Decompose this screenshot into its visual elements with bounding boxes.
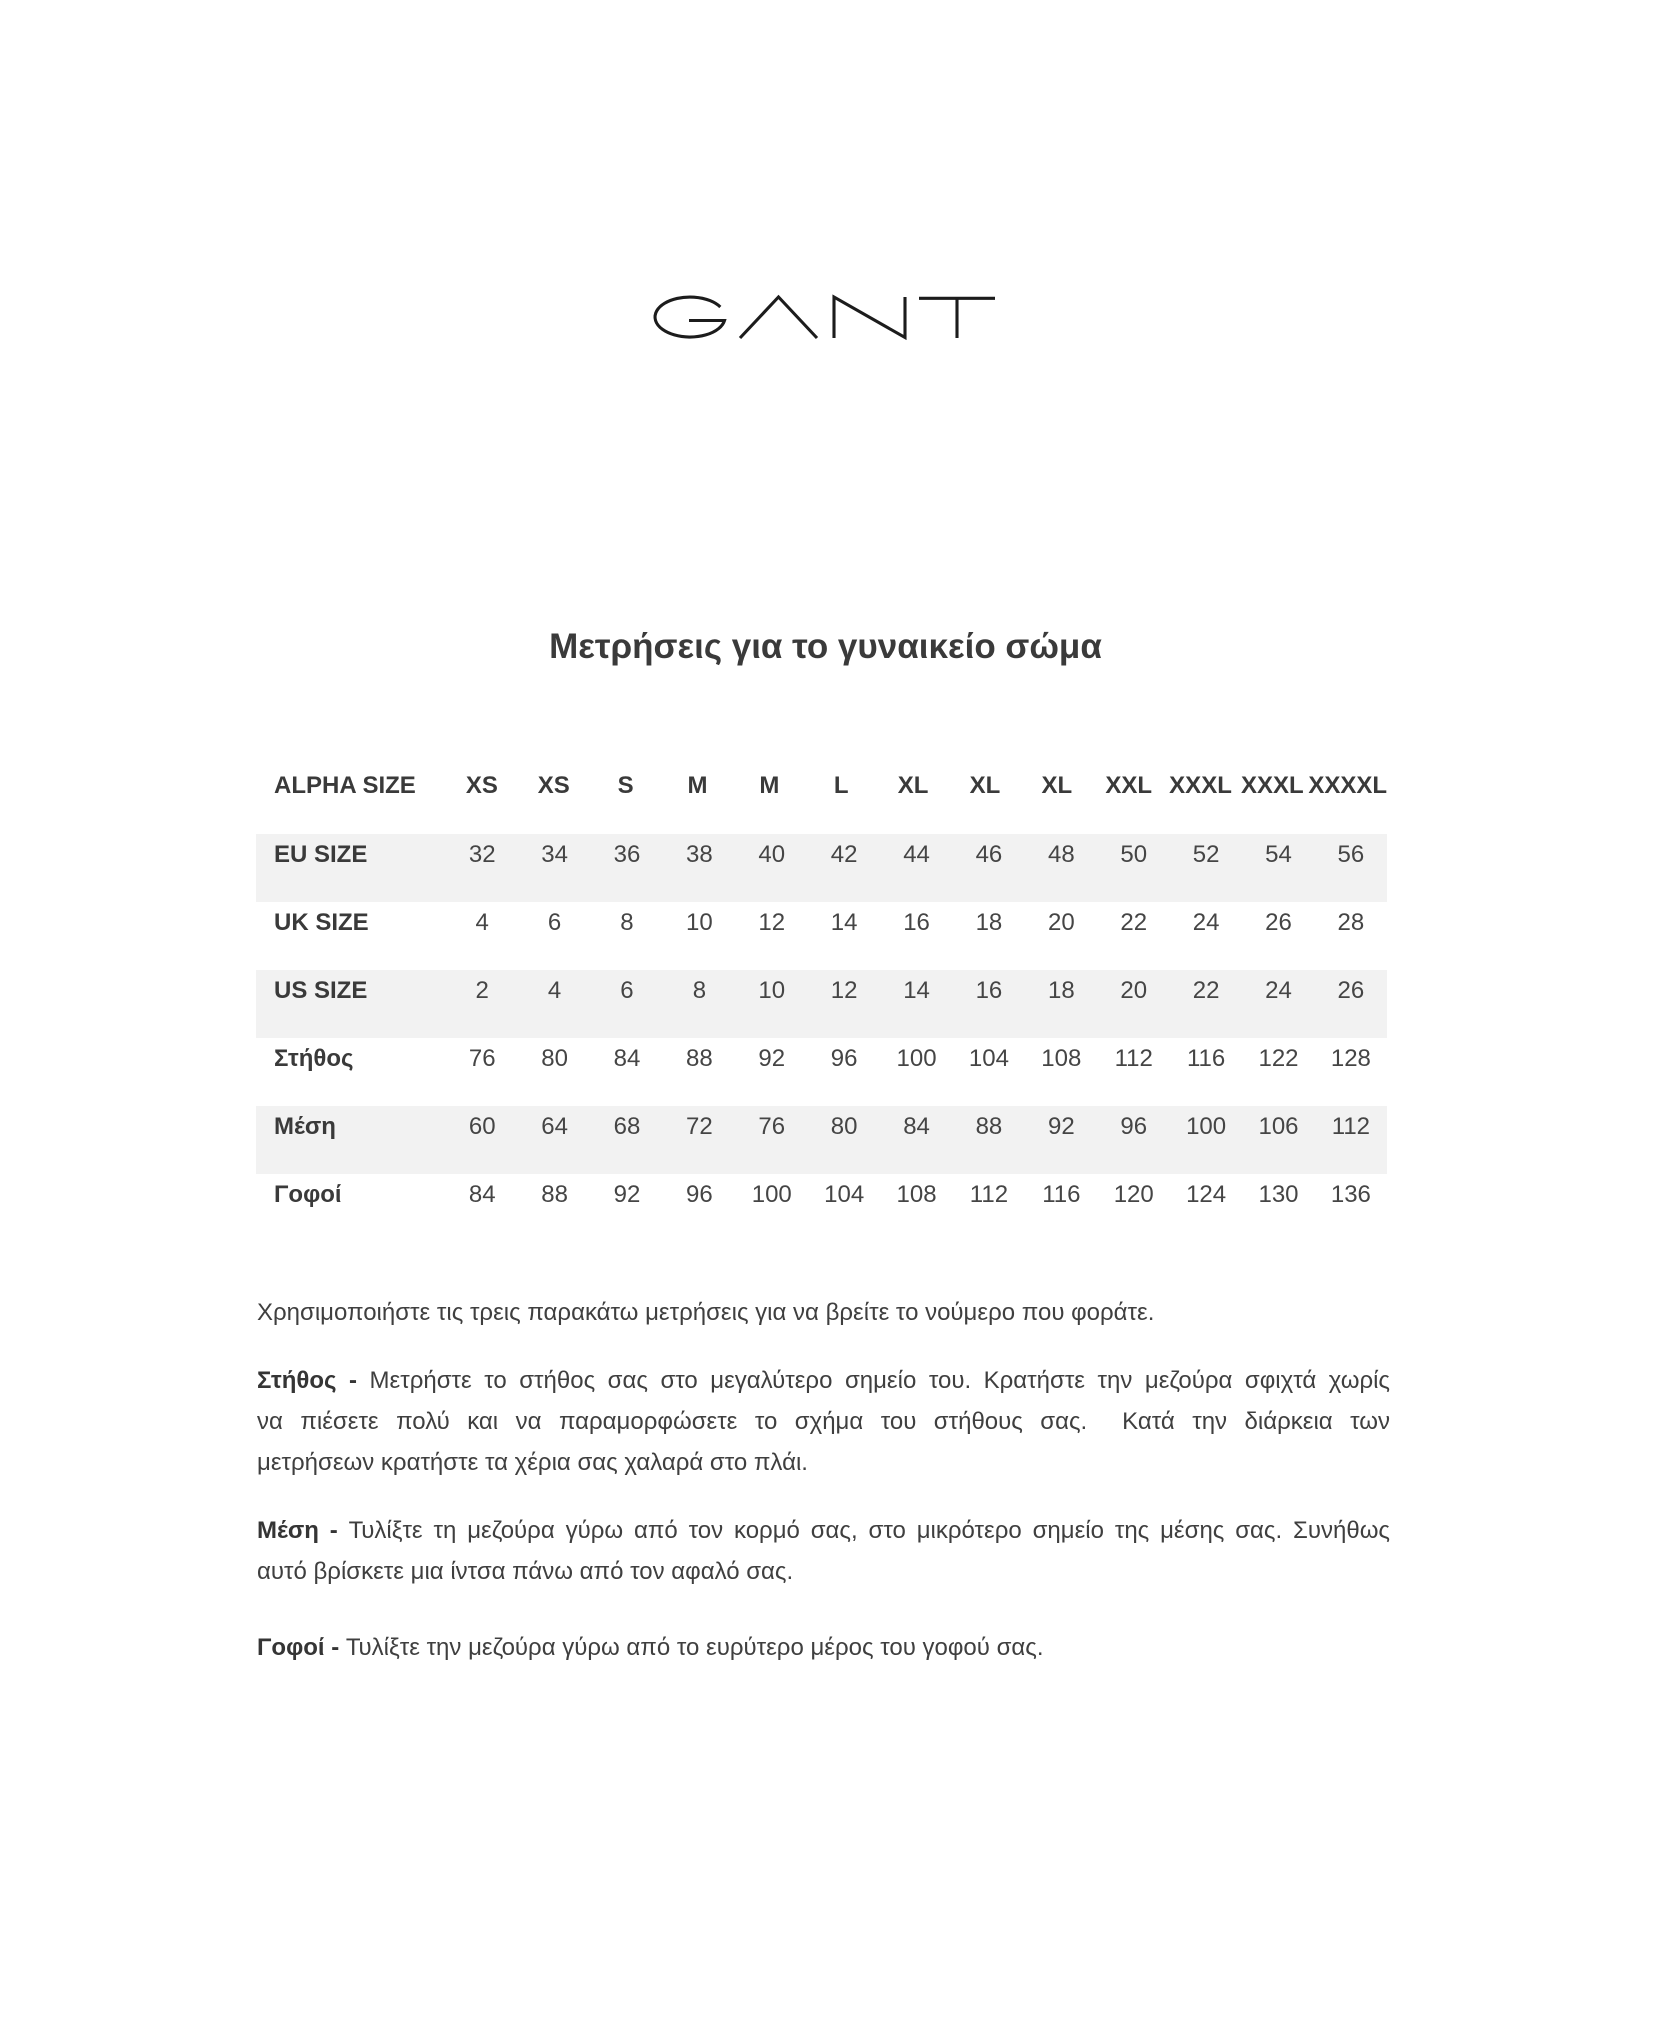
table-cell: 34 — [541, 841, 568, 868]
table-cell: 2 — [475, 977, 489, 1004]
hips-paragraph — [257, 1627, 1390, 1668]
table-cell: 28 — [1337, 909, 1365, 936]
row-label: US SIZE — [274, 977, 368, 1004]
table-cell: 100 — [896, 1045, 937, 1072]
table-cell: 24 — [1265, 977, 1292, 1004]
table-cell: 22 — [1120, 909, 1148, 936]
logo-letter-n — [834, 297, 905, 338]
table-cell: 42 — [830, 841, 858, 868]
table-cell: 112 — [1331, 1113, 1371, 1140]
table-cell: 106 — [1258, 1113, 1299, 1140]
table-cell: 92 — [758, 1045, 786, 1072]
row-label: Γοφοί — [274, 1181, 342, 1208]
table-cell: 46 — [975, 841, 1003, 868]
table-cell: 40 — [758, 841, 786, 868]
logo-letter-a — [740, 297, 817, 338]
row-label: UK SIZE — [274, 909, 369, 936]
table-cell: 84 — [613, 1045, 641, 1072]
table-cell: 122 — [1258, 1045, 1299, 1072]
size-column-header: XXXXL — [1308, 772, 1388, 799]
paragraph-line: Στήθος - Μετρήστε το στήθος σας στο μεγαλύτερο σημείο του. Κρατήστε την μεζούρα σφιχτά χωρίς — [257, 1367, 1390, 1394]
table-cell: 116 — [1042, 1181, 1081, 1208]
page-title: Μετρήσεις για το γυναικείο σώμα — [549, 627, 1102, 666]
table-cell: 136 — [1330, 1181, 1371, 1208]
row-label: EU SIZE — [274, 841, 368, 868]
table-row — [256, 902, 1387, 970]
table-cell: 26 — [1337, 977, 1365, 1004]
size-table — [256, 752, 1387, 1242]
table-cell: 4 — [547, 977, 562, 1004]
table-cell: 18 — [975, 909, 1003, 936]
table-cell: 52 — [1192, 841, 1220, 868]
table-cell: 80 — [541, 1045, 568, 1072]
table-cell: 38 — [686, 841, 713, 868]
row-label: Μέση — [274, 1113, 336, 1140]
size-column-header: L — [833, 772, 849, 799]
table-cell: 6 — [620, 977, 634, 1004]
size-column-header: XL — [897, 772, 929, 799]
table-cell: 88 — [975, 1113, 1003, 1140]
size-column-header: XL — [1041, 772, 1073, 799]
table-cell: 10 — [758, 977, 786, 1004]
table-cell: 14 — [830, 909, 858, 936]
table-cell: 12 — [758, 909, 786, 936]
table-cell: 80 — [830, 1113, 858, 1140]
paragraph-line: Χρησιμοποιήστε τις τρεις παρακάτω μετρήσεις για να βρείτε το νούμερο που φοράτε. — [257, 1299, 1155, 1326]
table-cell: 12 — [830, 977, 858, 1004]
table-cell: 18 — [1047, 977, 1075, 1004]
logo-letter-g — [655, 297, 724, 337]
table-cell: 92 — [1047, 1113, 1075, 1140]
table-cell: 6 — [547, 909, 562, 936]
gant-logo-graphic — [652, 294, 997, 341]
intro-paragraph — [257, 1292, 1390, 1333]
size-column-header: XXL — [1105, 772, 1152, 799]
table-cell: 20 — [1120, 977, 1148, 1004]
table-cell: 10 — [686, 909, 713, 936]
table-cell: 124 — [1186, 1181, 1227, 1208]
table-cell: 120 — [1113, 1181, 1154, 1208]
table-cell: 112 — [1114, 1045, 1153, 1072]
table-cell: 108 — [896, 1181, 937, 1208]
table-cell: 112 — [969, 1181, 1009, 1208]
measurement-term: Μέση - — [257, 1517, 349, 1544]
table-cell: 54 — [1265, 841, 1292, 868]
table-row — [256, 1174, 1387, 1242]
table-cell: 76 — [758, 1113, 786, 1140]
table-cell: 16 — [975, 977, 1003, 1004]
table-cell: 96 — [830, 1045, 858, 1072]
row-label: Στήθος — [274, 1045, 354, 1072]
table-cell: 100 — [1186, 1113, 1227, 1140]
table-cell: 24 — [1192, 909, 1220, 936]
table-cell: 88 — [686, 1045, 713, 1072]
table-cell: 92 — [613, 1181, 641, 1208]
table-cell: 60 — [468, 1113, 496, 1140]
chest-paragraph — [257, 1360, 1390, 1483]
table-header-row — [256, 752, 1387, 834]
waist-paragraph — [257, 1510, 1390, 1592]
logo-letter-t — [919, 298, 995, 338]
size-column-header: S — [617, 772, 634, 799]
table-cell: 8 — [620, 909, 634, 936]
measurement-term: Γοφοί - — [257, 1634, 346, 1661]
paragraph-line: να πιέσετε πολύ και να παραμορφώσετε το σχήμα του στήθους σας. Κατά την διάρκεια των — [257, 1408, 1390, 1435]
table-cell: 84 — [468, 1181, 496, 1208]
paragraph-line: αυτό βρίσκετε μια ίντσα πάνω από τον αφαλό σας. — [257, 1558, 794, 1585]
table-cell: 64 — [541, 1113, 568, 1140]
paragraph-line: μετρήσεων κρατήστε τα χέρια σας χαλαρά στο πλάι. — [257, 1449, 808, 1476]
table-cell: 20 — [1047, 909, 1075, 936]
table-cell: 108 — [1041, 1045, 1082, 1072]
row-label: ALPHA SIZE — [274, 772, 416, 799]
table-cell: 96 — [1120, 1113, 1148, 1140]
paragraph-line: Γοφοί - Τυλίξτε την μεζούρα γύρω από το ευρύτερο μέρος του γοφού σας. — [257, 1634, 1044, 1661]
size-column-header: XXXL — [1169, 772, 1232, 799]
table-row — [256, 1038, 1387, 1106]
size-column-header: XS — [465, 772, 498, 799]
table-cell: 104 — [968, 1045, 1009, 1072]
table-cell: 96 — [686, 1181, 713, 1208]
table-row — [256, 970, 1387, 1038]
table-cell: 14 — [903, 977, 930, 1004]
size-column-header: M — [687, 772, 708, 799]
table-cell: 100 — [751, 1181, 792, 1208]
table-cell: 26 — [1265, 909, 1292, 936]
measurement-term: Στήθος - — [257, 1367, 370, 1394]
paragraph-line: Μέση - Τυλίξτε τη μεζούρα γύρω από τον κορμό σας, στο μικρότερο σημείο της μέσης σας. Συνήθως — [257, 1517, 1390, 1544]
gant-logo — [652, 294, 997, 341]
size-column-header: XL — [969, 772, 1001, 799]
table-cell: 116 — [1186, 1045, 1226, 1072]
table-cell: 4 — [475, 909, 489, 936]
size-column-header: M — [759, 772, 780, 799]
table-cell: 50 — [1120, 841, 1148, 868]
table-cell: 76 — [468, 1045, 496, 1072]
table-cell: 16 — [903, 909, 930, 936]
table-cell: 72 — [686, 1113, 713, 1140]
table-cell: 36 — [613, 841, 641, 868]
table-cell: 104 — [824, 1181, 865, 1208]
table-cell: 88 — [541, 1181, 568, 1208]
table-cell: 44 — [903, 841, 930, 868]
table-row — [256, 834, 1387, 902]
table-cell: 32 — [468, 841, 496, 868]
table-cell: 130 — [1258, 1181, 1299, 1208]
table-cell: 56 — [1337, 841, 1365, 868]
table-cell: 68 — [613, 1113, 641, 1140]
table-cell: 22 — [1192, 977, 1220, 1004]
table-cell: 48 — [1047, 841, 1075, 868]
size-column-header: XXXL — [1241, 772, 1304, 799]
size-column-header: XS — [537, 772, 570, 799]
table-cell: 8 — [692, 977, 707, 1004]
table-cell: 128 — [1330, 1045, 1371, 1072]
table-row — [256, 1106, 1387, 1174]
table-cell: 84 — [903, 1113, 930, 1140]
